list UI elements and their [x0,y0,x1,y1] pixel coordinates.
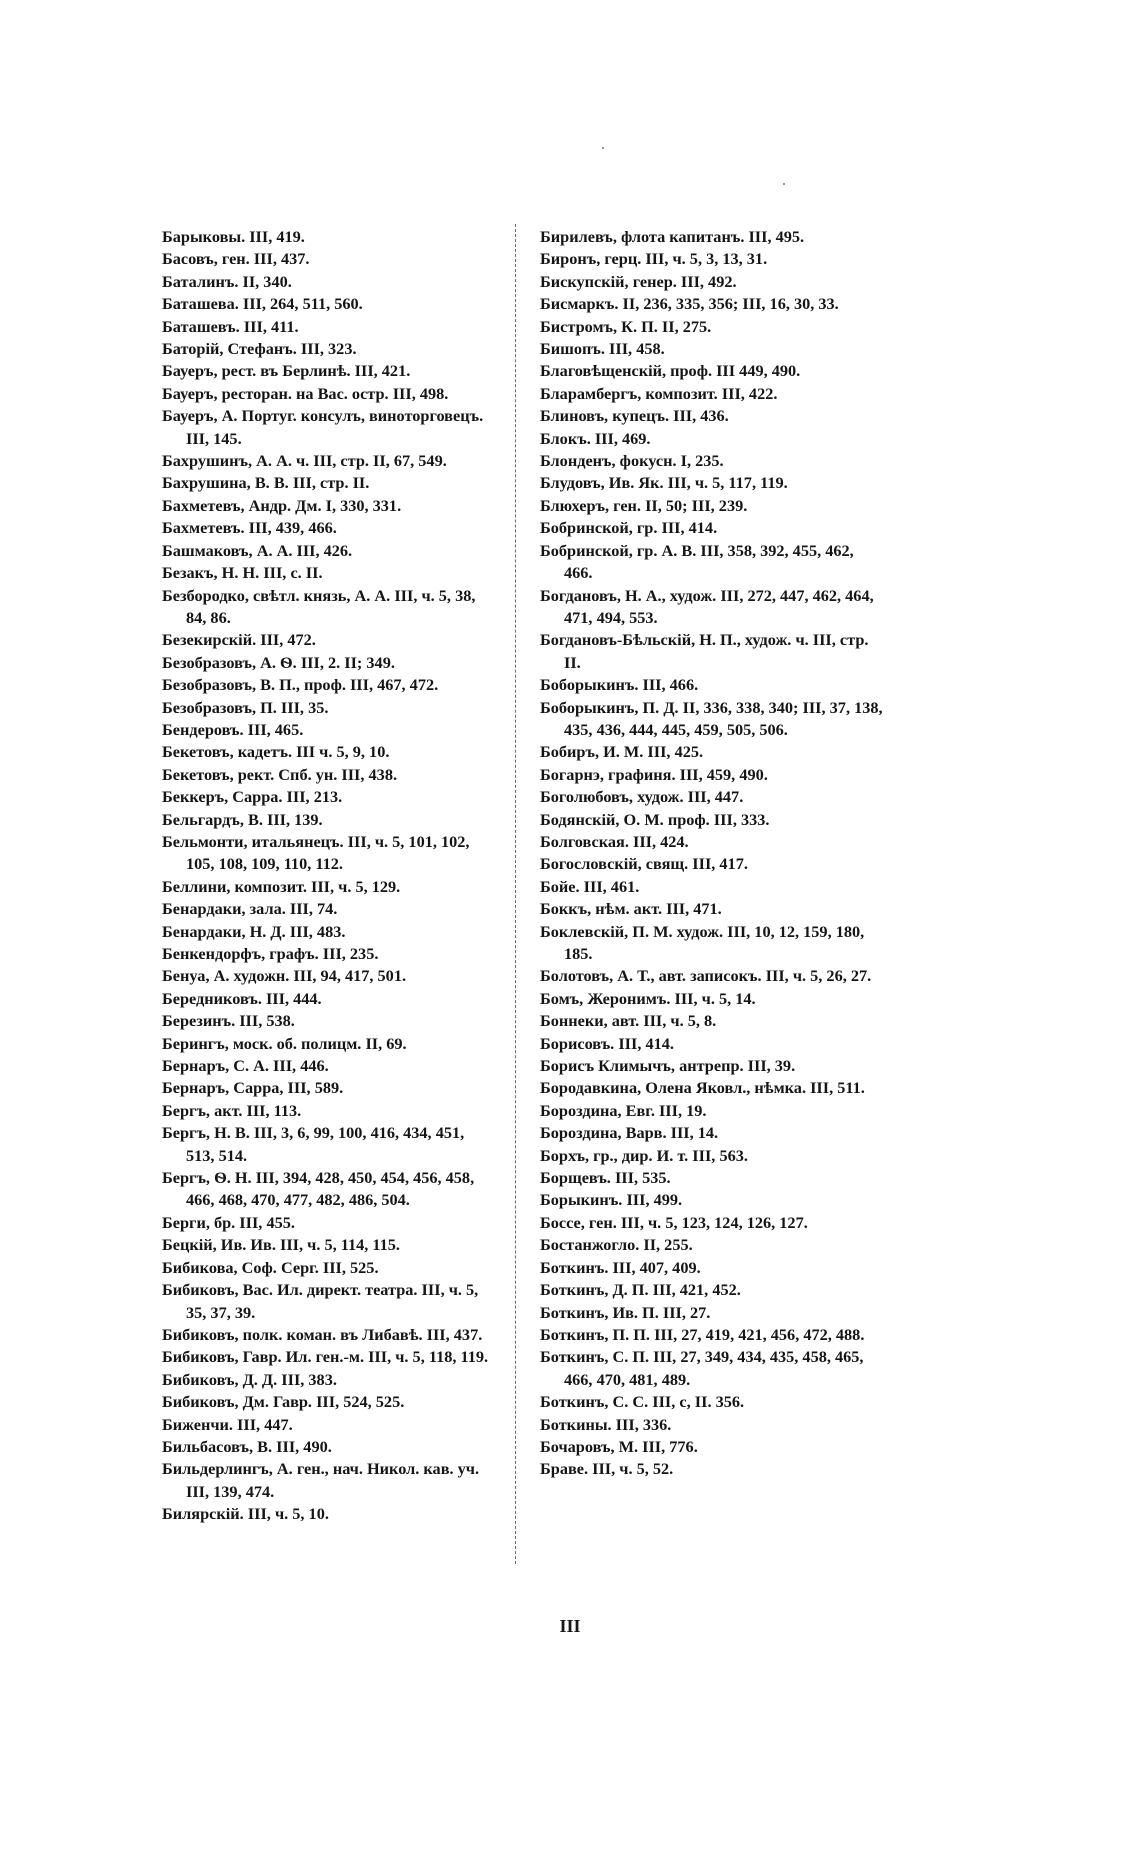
index-entry: Бергъ, Н. В. III, 3, 6, 99, 100, 416, 434, 451, 513, 514. [162,1123,465,1165]
index-entry: Бауеръ, рест. въ Берлинѣ. III, 421. [162,361,411,381]
index-entry: Баташева. III, 264, 511, 560. [162,294,363,314]
index-entry: Бороздина, Евг. III, 19. [540,1100,707,1120]
index-entry: Богдановъ, Н. А., худож. III, 272, 447, 462, 464, 471, 494, 553. [540,585,874,627]
index-entry: Бахрушина, В. В. III, стр. II. [162,473,370,493]
index-entry: Борыкинъ. III, 499. [540,1190,683,1210]
ink-speck [602,147,604,149]
index-entry: Бостанжогло. II, 255. [540,1235,693,1255]
page-number: III [559,1616,581,1636]
index-column-left [162,226,492,1526]
index-entry: Беккеръ, Сарра. III, 213. [162,787,343,807]
index-entry: Башмаковъ, А. А. III, 426. [162,540,353,560]
index-entry: Богословскій, свящ. III, 417. [540,854,748,874]
index-entry: Бороздина, Варв. III, 14. [540,1123,719,1143]
index-entry: Бауеръ, А. Португ. консулъ, виноторговецъ. III, 145. [162,406,484,448]
index-entry: Болотовъ, А. Т., авт. записокъ. III, ч. 5, 26, 27. [540,966,872,986]
index-entry: Бахрушинъ, А. А. ч. III, стр. II, 67, 549. [162,451,447,471]
index-entry: Бахметевъ, Андр. Дм. I, 330, 331. [162,495,402,515]
index-entry: Бернаръ, С. А. III, 446. [162,1056,329,1076]
index-entry: Бочаровъ, М. III, 776. [540,1436,698,1456]
index-entry: Бенуа, А. художн. III, 94, 417, 501. [162,966,407,986]
index-entry: Безакъ, Н. Н. III, с. II. [162,563,323,583]
index-entry: Бибиковъ, Дм. Гавр. III, 524, 525. [162,1392,405,1412]
index-entry: Березинъ. III, 538. [162,1011,295,1031]
index-entry: Биронъ, герц. III, ч. 5, 3, 13, 31. [540,249,768,269]
index-entry: Бенардаки, зала. III, 74. [162,899,338,919]
index-entry: Болговская. III, 424. [540,831,689,851]
index-entry: Борисъ Климычъ, антрепр. III, 39. [540,1056,796,1076]
index-entry: Бобиръ, И. М. III, 425. [540,742,704,762]
index-entry: Богарнэ, графиня. III, 459, 490. [540,764,768,784]
index-entry: Бекетовъ, рект. Спб. ун. III, 438. [162,764,398,784]
index-entry: Бередниковъ. III, 444. [162,988,322,1008]
index-entry: Берги, бр. III, 455. [162,1212,295,1232]
index-entry: Безобразовъ, В. П., проф. III, 467, 472. [162,675,439,695]
index-entry: Баталинъ. II, 340. [162,271,292,291]
index-entry: Безобразовъ, П. III, 35. [162,697,329,717]
index-entry: Боборыкинъ. III, 466. [540,675,699,695]
index-entry: Боткины. III, 336. [540,1414,672,1434]
index-entry: Баторій, Стефанъ. III, 323. [162,339,357,359]
index-entry: Бирилевъ, флота капитанъ. III, 495. [540,227,805,246]
index-entry: Билярскій. III, ч. 5, 10. [162,1504,329,1524]
index-entry: Бендеровъ. III, 465. [162,719,304,739]
index-entry: Бомъ, Жеронимъ. III, ч. 5, 14. [540,988,756,1008]
index-entry: Баташевъ. III, 411. [162,316,299,336]
index-entry: Боткинъ, Д. П. III, 421, 452. [540,1280,741,1300]
column-divider [515,224,516,1564]
index-entry: Бергъ, акт. III, 113. [162,1100,302,1120]
index-entry: Бодянскій, О. М. проф. III, 333. [540,809,770,829]
index-entry: Бенардаки, Н. Д. III, 483. [162,921,346,941]
index-entry: Боткинъ, С. С. III, с, II. 356. [540,1392,745,1412]
index-entry: Басовъ, ген. III, 437. [162,249,310,269]
index-entry: Бородавкина, Олена Яковл., нѣмка. III, 511. [540,1078,865,1098]
index-entry: Бискупскій, генер. III, 492. [540,271,737,291]
index-entry: Бернаръ, Сарра, III, 589. [162,1078,344,1098]
index-entry: Богдановъ-Бѣльскій, Н. П., худож. ч. III, стр. II. [540,630,869,672]
index-entry: Боссе, ген. III, ч. 5, 123, 124, 126, 127. [540,1212,808,1232]
ink-speck [783,183,785,185]
index-entry: Берингъ, моск. об. полицм. II, 69. [162,1033,407,1053]
index-entry: Боткинъ, С. П. III, 27, 349, 434, 435, 458, 465, 466, 470, 481, 489. [540,1347,864,1389]
index-entry: Биженчи. III, 447. [162,1414,293,1434]
index-entry: Бауеръ, ресторан. на Вас. остр. III, 498. [162,383,449,403]
index-entry: Бибиковъ, Гавр. Ил. ген.-м. III, ч. 5, 118, 119. [162,1347,489,1367]
index-entry: Блудовъ, Ив. Як. III, ч. 5, 117, 119. [540,473,788,493]
index-entry: Бойе. III, 461. [540,876,640,896]
index-entry: Блюхеръ, ген. II, 50; III, 239. [540,495,748,515]
index-entry: Блиновъ, купецъ. III, 436. [540,406,729,426]
index-entry: Безекирскій. III, 472. [162,630,316,650]
index-entry: Бильбасовъ, В. III, 490. [162,1436,332,1456]
index-entry: Боккъ, нѣм. акт. III, 471. [540,899,722,919]
index-entry: Бенкендорфъ, графъ. III, 235. [162,944,379,963]
index-entry: Бибиковъ, Вас. Ил. директ. театра. III, ч. 5, 35, 37, 39. [162,1280,479,1322]
index-entry: Борисовъ. III, 414. [540,1033,674,1053]
index-entry: Бисмаркъ. II, 236, 335, 356; III, 16, 30, 33. [540,294,839,314]
index-entry: Бельгардъ, В. III, 139. [162,809,323,829]
index-entry: Боткинъ. III, 407, 409. [540,1257,701,1277]
index-entry: Бекетовъ, кадетъ. III ч. 5, 9, 10. [162,742,390,762]
index-entry: Безобразовъ, А. Ѳ. III, 2. II; 349. [162,652,395,672]
index-entry: Бахметевъ. III, 439, 466. [162,518,337,538]
index-entry: Боборыкинъ, П. Д. II, 336, 338, 340; III, 37, 138, 435, 436, 444, 445, 459, 505, 506. [540,697,883,739]
index-entry: Бобринской, гр. III, 414. [540,518,718,538]
index-entry: Блонденъ, фокусн. I, 235. [540,451,724,471]
index-entry: Браве. III, ч. 5, 52. [540,1459,674,1479]
index-entry: Безбородко, свѣтл. князь, А. А. III, ч. 5, 38, 84, 86. [162,585,476,627]
index-entry: Бибиковъ, Д. Д. III, 383. [162,1369,337,1389]
index-entry: Бистромъ, К. П. II, 275. [540,316,712,336]
index-entry: Беллини, композит. III, ч. 5, 129. [162,876,401,896]
index-entry: Благовѣщенскій, проф. III 449, 490. [540,361,801,381]
index-entry: Бибикова, Соф. Серг. III, 525. [162,1257,379,1277]
index-entry: Бишопъ. III, 458. [540,339,665,359]
index-entry: Бларамбергъ, композит. III, 422. [540,383,778,403]
index-entry: Бергъ, Ѳ. Н. III, 394, 428, 450, 454, 456, 458, 466, 468, 470, 477, 482, 486, 504. [162,1168,475,1210]
index-entry: Бецкій, Ив. Ив. III, ч. 5, 114, 115. [162,1235,401,1255]
index-entry: Барыковы. III, 419. [162,227,305,246]
index-entry: Боткинъ, П. П. III, 27, 419, 421, 456, 472, 488. [540,1324,865,1344]
index-entry: Боголюбовъ, худож. III, 447. [540,787,744,807]
index-entry: Боткинъ, Ив. П. III, 27. [540,1302,711,1322]
index-entry: Боннеки, авт. III, ч. 5, 8. [540,1011,717,1031]
index-entry: Блокъ. III, 469. [540,428,651,448]
index-entry: Боклевскій, П. М. худож. III, 10, 12, 159, 180, 185. [540,921,865,963]
index-entry: Бобринской, гр. А. В. III, 358, 392, 455, 462, 466. [540,540,854,583]
index-column-right [540,226,885,1481]
index-entry: Бибиковъ, полк. коман. въ Либавѣ. III, 437. [162,1324,483,1344]
index-entry: Борщевъ. III, 535. [540,1168,671,1188]
index-entry: Борхъ, гр., дир. И. т. III, 563. [540,1145,748,1165]
index-entry: Бельмонти, итальянецъ. III, ч. 5, 101, 102, 105, 108, 109, 110, 112. [162,831,470,874]
index-entry: Бильдерлингъ, А. ген., нач. Никол. кав. уч. III, 139, 474. [162,1459,480,1501]
